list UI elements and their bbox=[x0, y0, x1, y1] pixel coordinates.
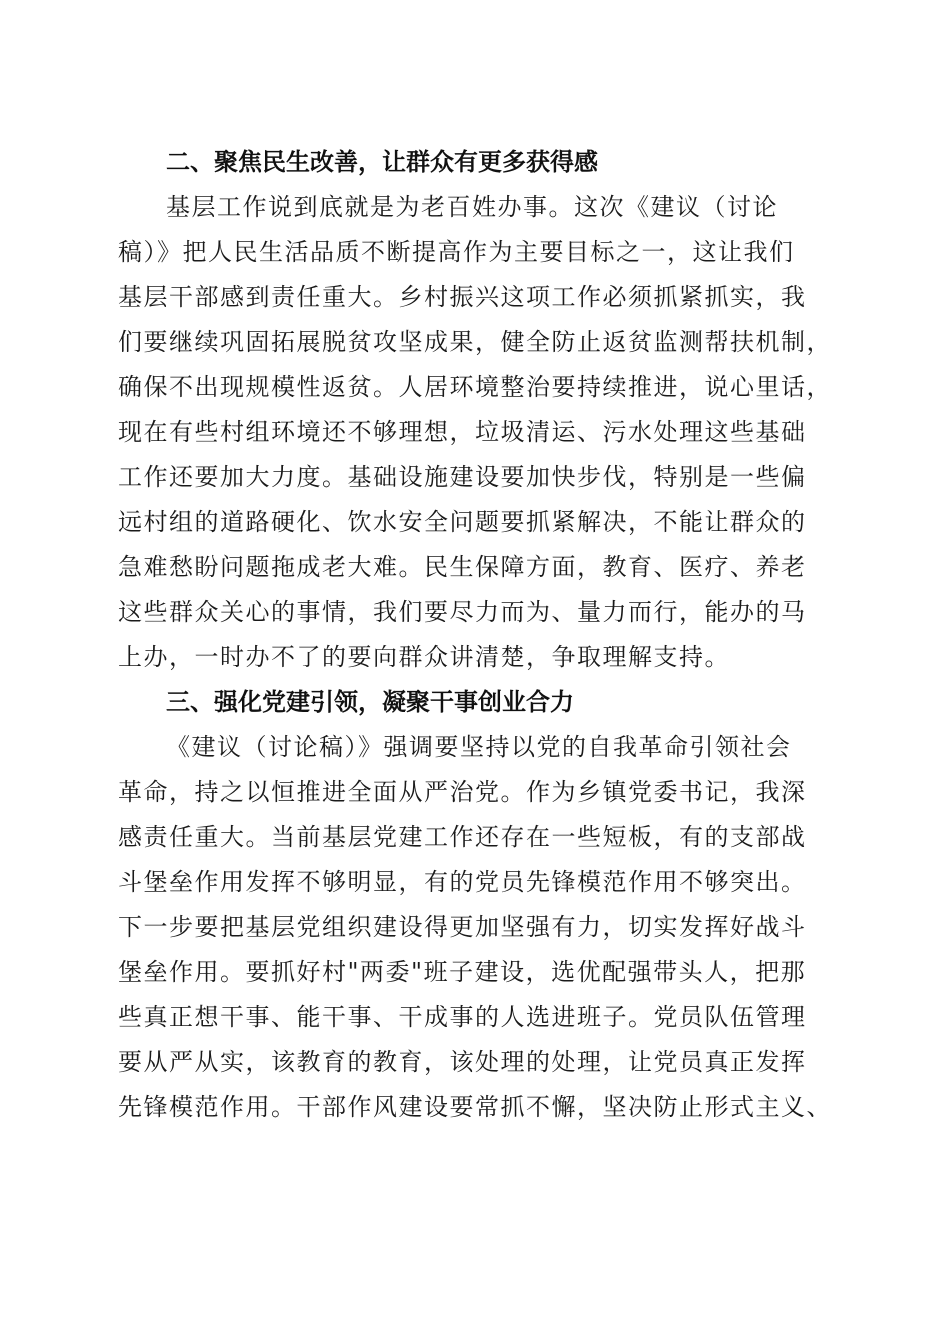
paragraph-line: 这些群众关心的事情，我们要尽力而为、量力而行，能办的马 bbox=[118, 598, 807, 626]
section-3-paragraph bbox=[118, 725, 833, 1130]
paragraph-line: 《建议（讨论稿）》强调要坚持以党的自我革命引领社会 bbox=[166, 733, 792, 761]
section-heading-2: 二、聚焦民生改善，让群众有更多获得感 bbox=[166, 148, 598, 176]
paragraph-line: 基层干部感到责任重大。乡村振兴这项工作必须抓紧抓实，我 bbox=[118, 283, 807, 311]
paragraph-line: 们要继续巩固拓展脱贫攻坚成果，健全防止返贫监测帮扶机制， bbox=[118, 328, 832, 356]
section-heading-3: 三、强化党建引领，凝聚干事创业合力 bbox=[166, 688, 574, 716]
paragraph-line: 现在有些村组环境还不够理想，垃圾清运、污水处理这些基础 bbox=[118, 418, 807, 446]
paragraph-line: 上办，一时办不了的要向群众讲清楚，争取理解支持。 bbox=[118, 643, 730, 671]
paragraph-line: 稿）》把人民生活品质不断提高作为主要目标之一，这让我们 bbox=[118, 238, 795, 266]
paragraph-line: 堡垒作用。要抓好村"两委"班子建设，选优配强带头人，把那 bbox=[118, 958, 807, 986]
paragraph-line: 下一步要把基层党组织建设得更加坚强有力，切实发挥好战斗 bbox=[118, 913, 807, 941]
paragraph-line: 感责任重大。当前基层党建工作还存在一些短板，有的支部战 bbox=[118, 823, 807, 851]
paragraph-line: 基层工作说到底就是为老百姓办事。这次《建议（讨论 bbox=[166, 193, 778, 221]
paragraph-line: 先锋模范作用。干部作风建设要常抓不懈，坚决防止形式主义、 bbox=[118, 1093, 832, 1121]
paragraph-line: 远村组的道路硬化、饮水安全问题要抓紧解决，不能让群众的 bbox=[118, 508, 807, 536]
paragraph-line: 急难愁盼问题拖成老大难。民生保障方面，教育、医疗、养老 bbox=[118, 553, 807, 581]
paragraph-line: 斗堡垒作用发挥不够明显，有的党员先锋模范作用不够突出。 bbox=[118, 868, 807, 896]
document-body bbox=[118, 140, 833, 1130]
paragraph-line: 工作还要加大力度。基础设施建设要加快步伐，特别是一些偏 bbox=[118, 463, 807, 491]
paragraph-line: 革命，持之以恒推进全面从严治党。作为乡镇党委书记，我深 bbox=[118, 778, 807, 806]
paragraph-line: 要从严从实，该教育的教育，该处理的处理，让党员真正发挥 bbox=[118, 1048, 807, 1076]
paragraph-line: 些真正想干事、能干事、干成事的人选进班子。党员队伍管理 bbox=[118, 1003, 807, 1031]
section-2-paragraph bbox=[118, 185, 833, 680]
paragraph-line: 确保不出现规模性返贫。人居环境整治要持续推进，说心里话， bbox=[118, 373, 832, 401]
